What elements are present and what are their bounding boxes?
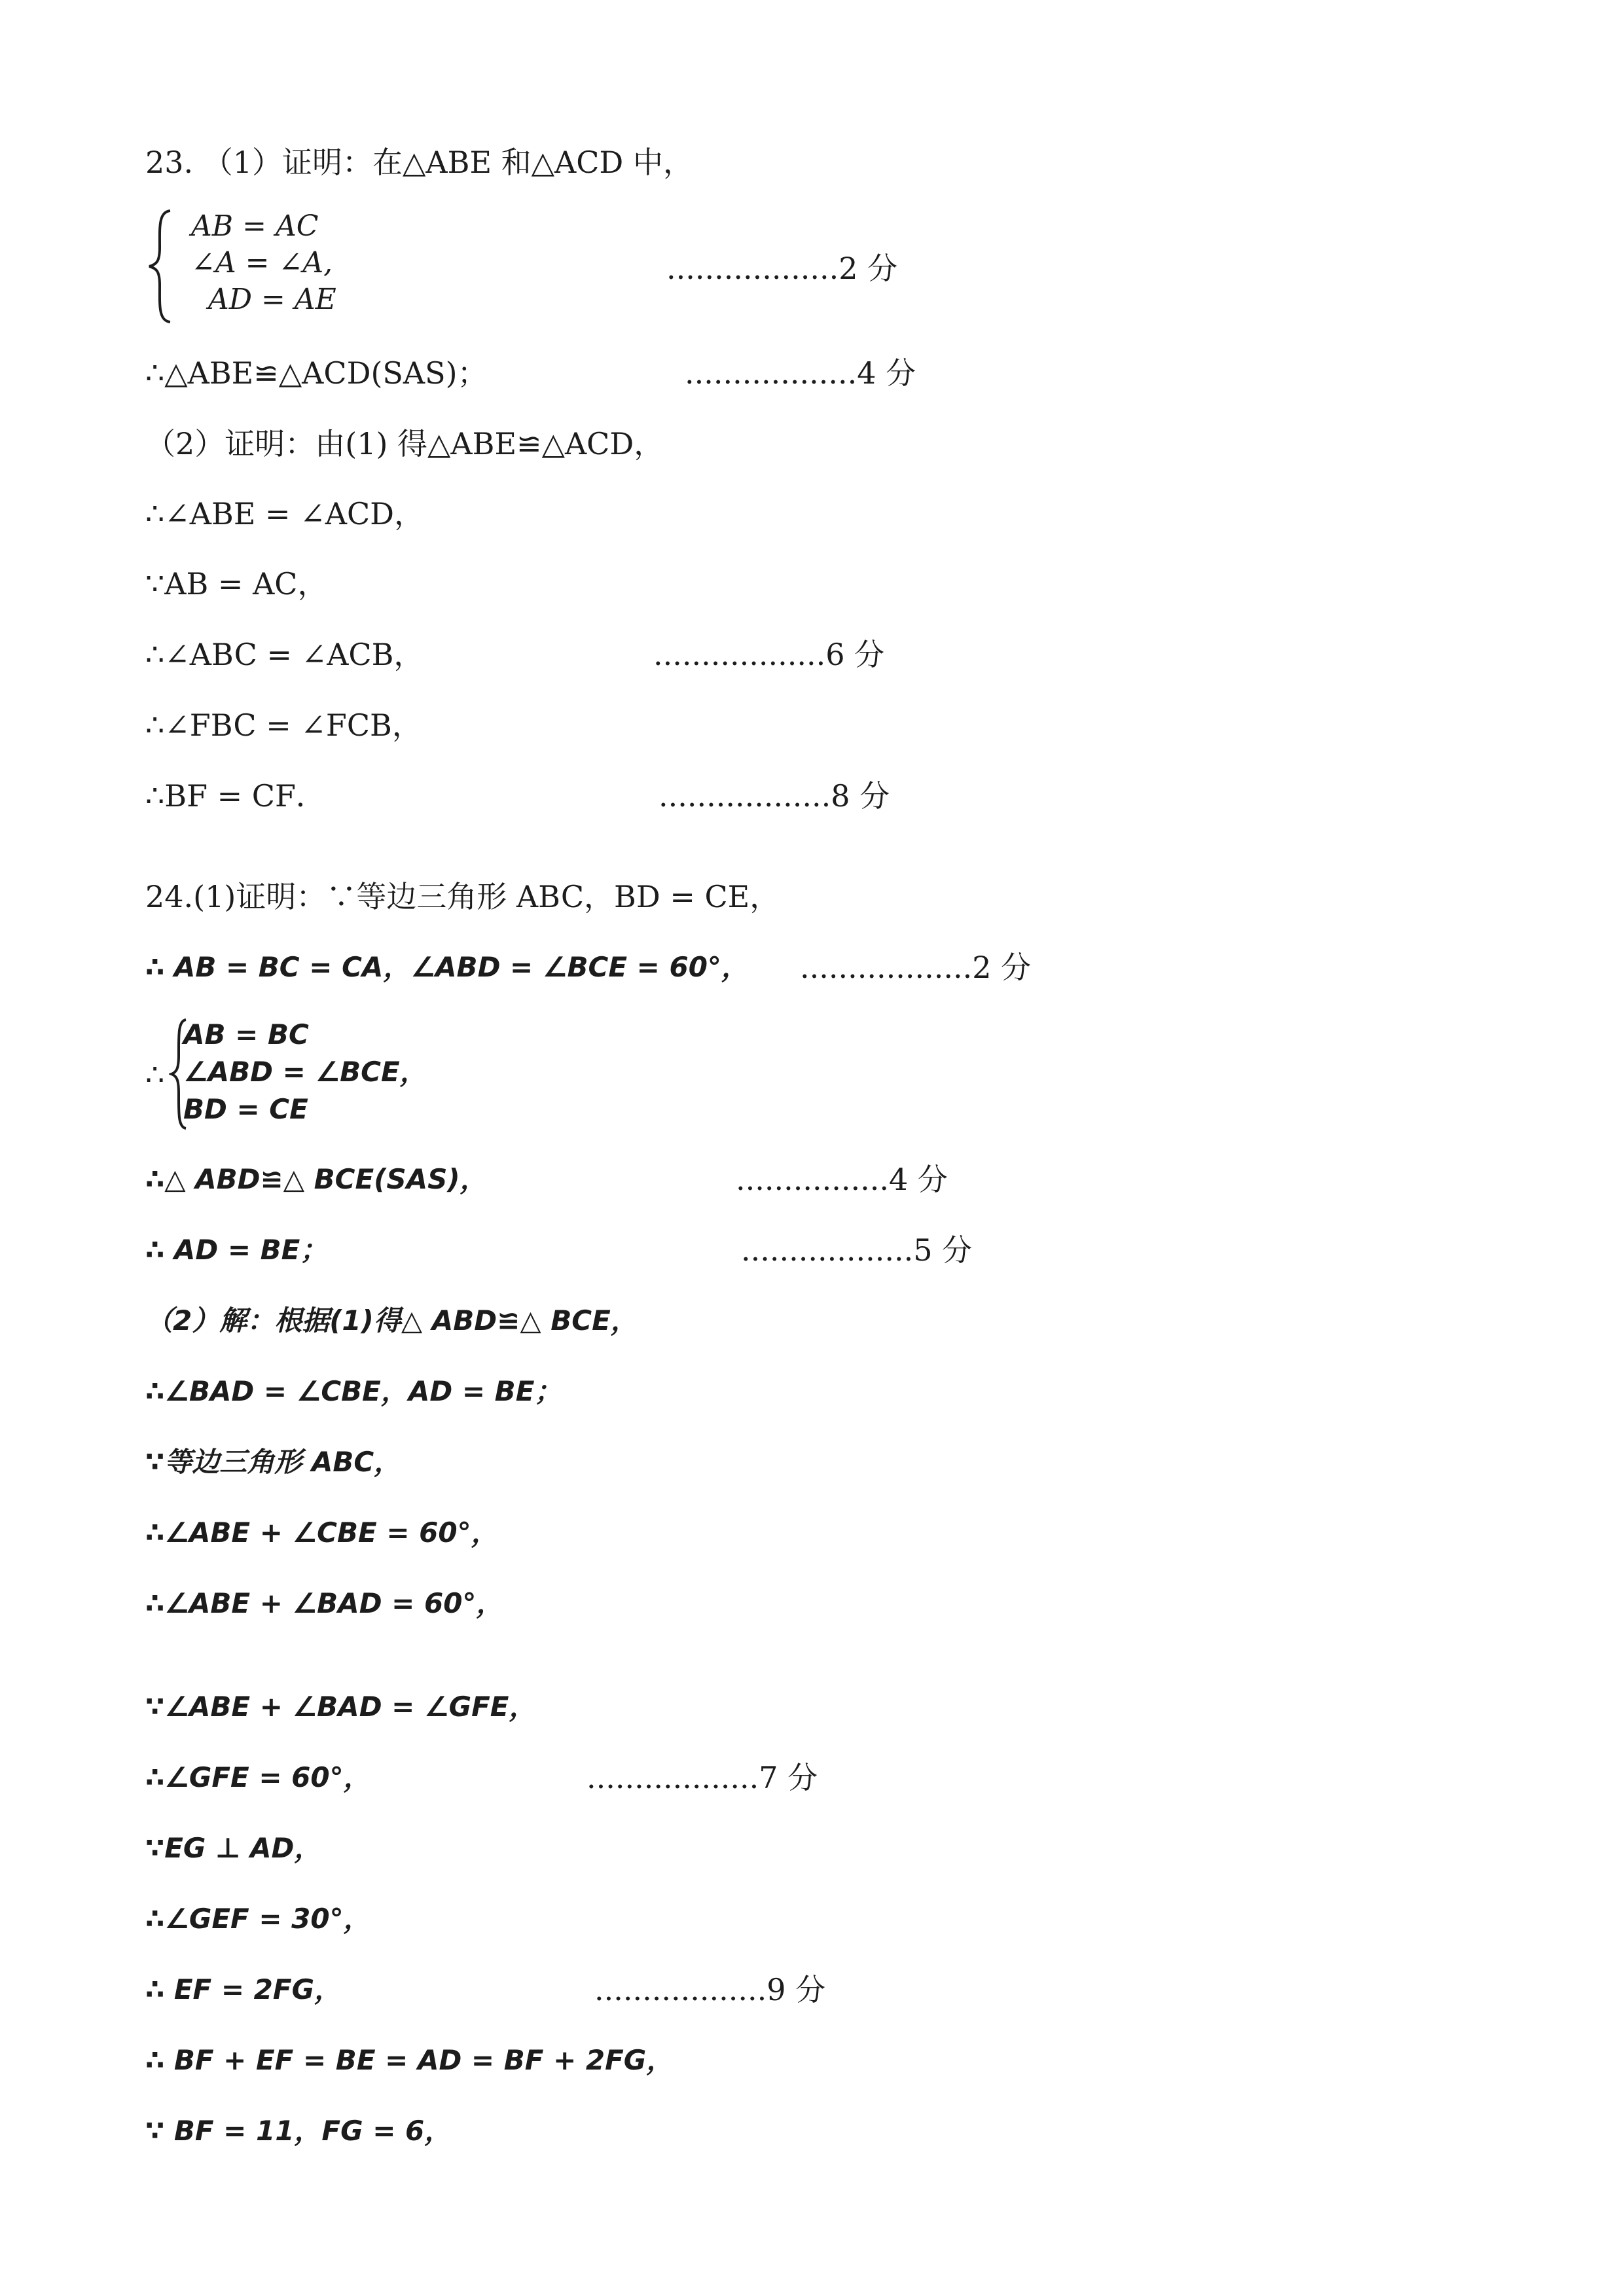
q23-angle-abc-acb: ∴∠ABC = ∠ACB， bbox=[145, 637, 424, 672]
q24-bad-cbe: ∴∠BAD = ∠CBE，AD = BE； bbox=[145, 1375, 562, 1407]
q24-part2: （2）解：根据(1)得△ ABD≌△ BCE， bbox=[145, 1304, 638, 1336]
q24-brace-prefix: ∴ bbox=[145, 1057, 165, 1092]
q23-brace-lines bbox=[191, 208, 336, 318]
q23-brace-line-3: AD = AE bbox=[208, 283, 336, 316]
q24-brace-line-3: BD = CE bbox=[183, 1093, 308, 1125]
q24-brace-line-1: AB = BC bbox=[183, 1018, 309, 1050]
q24-gfe-sum: ∵∠ABE + ∠BAD = ∠GFE， bbox=[145, 1691, 537, 1723]
q23-brace-line-1: AB = AC bbox=[191, 209, 319, 243]
q23-congruent: ∴△ABE≌△ACD(SAS)； bbox=[145, 355, 488, 391]
q23-brace-system bbox=[145, 208, 473, 325]
q24-ef-fg: ∴ EF = 2FG， bbox=[145, 1973, 342, 2005]
q24-given: ∵ BF = 11，FG = 6， bbox=[145, 2115, 452, 2147]
q24-congruent: ∴△ ABD≌△ BCE(SAS)， bbox=[145, 1163, 488, 1195]
q23-score-8: ..................8 分 bbox=[659, 778, 890, 814]
q24-brace-lines bbox=[183, 1016, 427, 1128]
q24-bf-sum: ∴ BF + EF = BE = AD = BF + 2FG， bbox=[145, 2044, 674, 2076]
q24-score-5: ..................5 分 bbox=[741, 1232, 973, 1268]
q24-score-7: ..................7 分 bbox=[586, 1760, 818, 1795]
q23-score-6: ..................6 分 bbox=[653, 637, 885, 672]
q23-score-4: ..................4 分 bbox=[685, 355, 916, 391]
q23-angle-abe-acd: ∴∠ABE = ∠ACD， bbox=[145, 496, 425, 531]
q24-abe-bad: ∴∠ABE + ∠BAD = 60°， bbox=[145, 1587, 504, 1619]
q24-brace-line-2: ∠ABD = ∠BCE， bbox=[183, 1056, 427, 1088]
q24-score-9: ..................9 分 bbox=[594, 1972, 826, 2007]
q24-brace-system bbox=[169, 1016, 496, 1132]
q23-ab-ac: ∵AB = AC， bbox=[145, 566, 328, 601]
q24-eg-perp: ∵EG ⊥ AD， bbox=[145, 1832, 322, 1864]
q24-score-2: ..................2 分 bbox=[800, 950, 1032, 985]
q23-score-2: ..................2 分 bbox=[666, 251, 898, 286]
q24-gfe: ∴∠GFE = 60°， bbox=[145, 1761, 371, 1793]
q24-sides: ∴ AB = BC = CA，∠ABD = ∠BCE = 60°， bbox=[145, 951, 749, 983]
q24-gef: ∴∠GEF = 30°， bbox=[145, 1903, 371, 1935]
q24-equilateral: ∵等边三角形 ABC， bbox=[145, 1446, 402, 1478]
q24-title: 24.(1)证明：∵等边三角形 ABC，BD = CE， bbox=[145, 879, 780, 914]
q23-brace-line-2: ∠A = ∠A, bbox=[191, 246, 333, 279]
q24-score-4: ................4 分 bbox=[736, 1162, 948, 1197]
q23-title: 23. （1）证明：在△ABE 和△ACD 中， bbox=[145, 145, 693, 180]
q23-bf-cf: ∴BF = CF． bbox=[145, 778, 326, 814]
q23-part2: （2）证明：由(1) 得△ABE≌△ACD， bbox=[145, 426, 664, 461]
left-brace-icon bbox=[145, 208, 178, 325]
q24-abe-cbe: ∴∠ABE + ∠CBE = 60°， bbox=[145, 1516, 499, 1549]
q24-ad-be: ∴ AD = BE； bbox=[145, 1234, 328, 1266]
q23-angle-fbc-fcb: ∴∠FBC = ∠FCB， bbox=[145, 708, 422, 743]
